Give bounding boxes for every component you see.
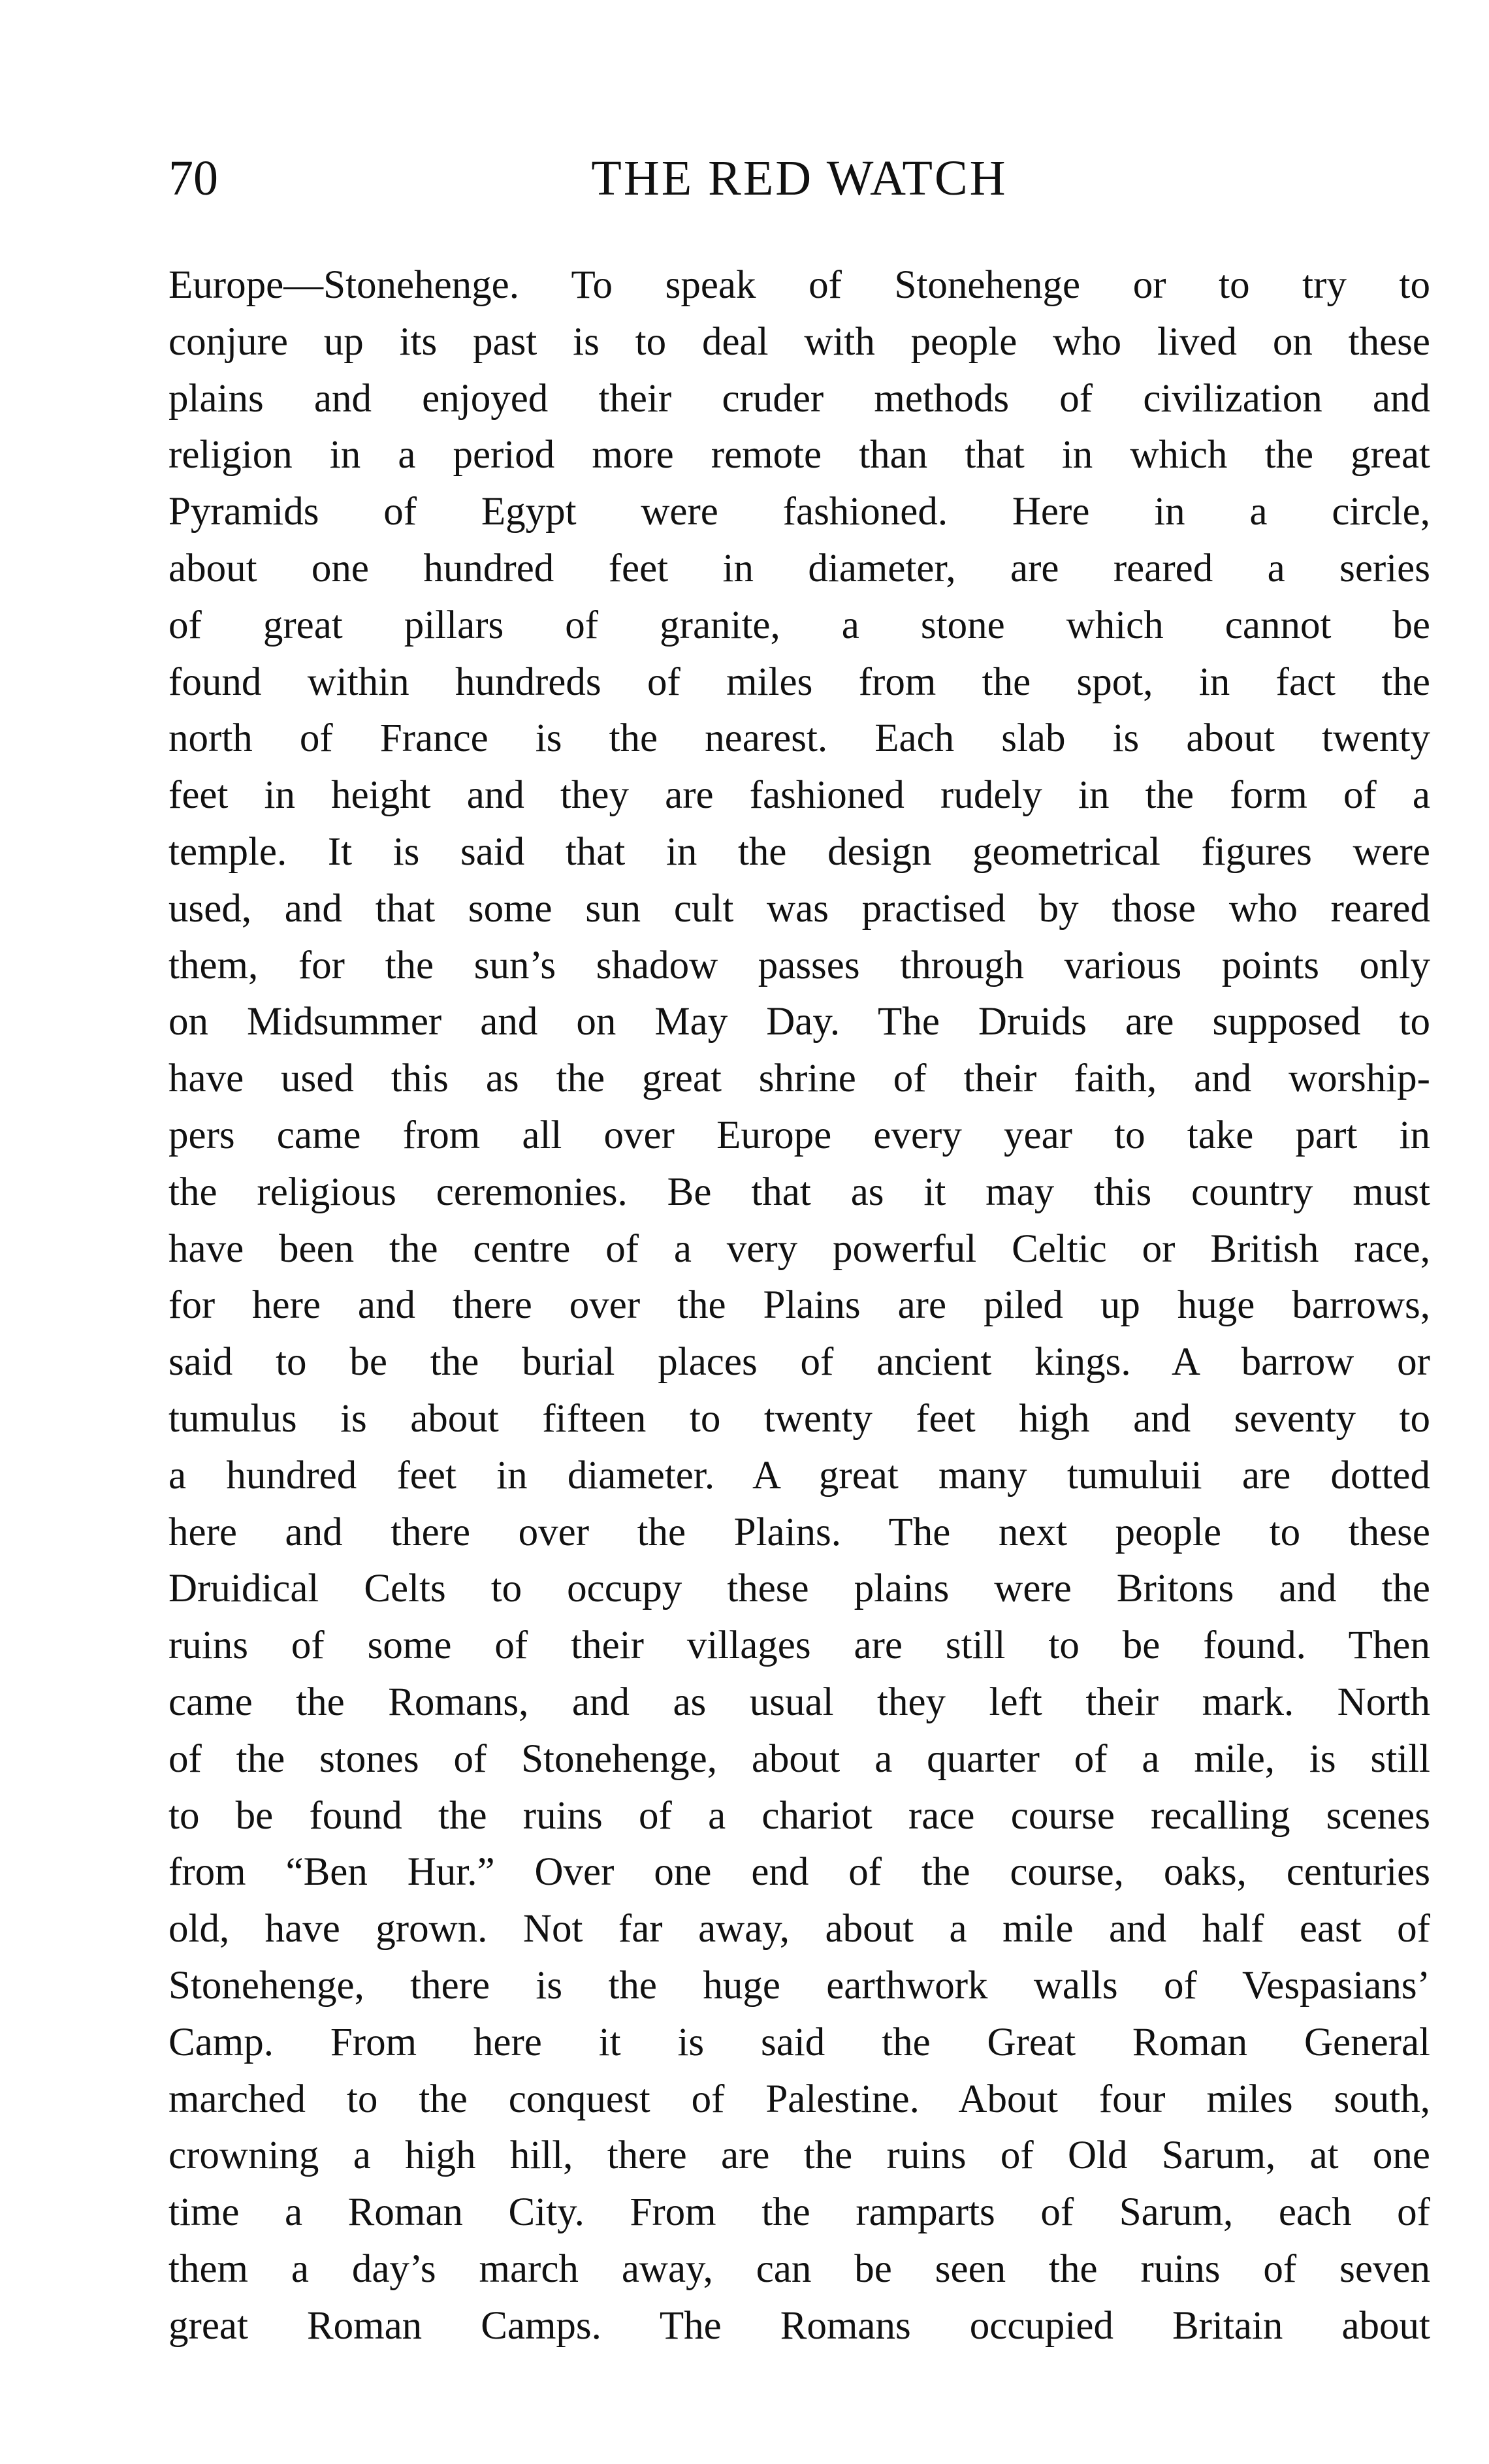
- text-line: the religious ceremonies. Be that as it may this country must: [168, 1170, 1430, 1214]
- text-line: came the Romans, and as usual they left their mark. North: [168, 1680, 1430, 1724]
- running-title: THE RED WATCH: [591, 151, 1008, 206]
- text-line: religion in a period more remote than that in which the great: [168, 433, 1430, 477]
- text-line: Druidical Celts to occupy these plains were Britons and the: [168, 1567, 1430, 1611]
- text-line: a hundred feet in diameter. A great many tumuluii are dotted: [168, 1453, 1430, 1497]
- text-line: Camp. From here it is said the Great Roman General: [168, 2020, 1430, 2064]
- text-line: crowning a high hill, there are the ruins of Old Sarum, at one: [168, 2134, 1430, 2178]
- text-line: found within hundreds of miles from the spot, in fact the: [168, 660, 1430, 704]
- text-line: for here and there over the Plains are piled up huge barrows,: [168, 1283, 1430, 1328]
- text-line: Europe—Stonehenge. To speak of Stonehenge or to try to: [168, 263, 1430, 307]
- text-line: said to be the burial places of ancient kings. A barrow or: [168, 1340, 1430, 1384]
- text-line: north of France is the nearest. Each slab is about twenty: [168, 716, 1430, 761]
- text-line: Stonehenge, there is the huge earthwork walls of Vespasians’: [168, 1963, 1430, 2008]
- text-line: of great pillars of granite, a stone which cannot be: [168, 603, 1430, 647]
- text-line: great Roman Camps. The Romans occupied Britain about: [168, 2303, 1430, 2348]
- text-line: ruins of some of their villages are still to be found. Then: [168, 1624, 1430, 1668]
- text-line: from “Ben Hur.” Over one end of the course, oaks, centuries: [168, 1850, 1430, 1895]
- text-line: them, for the sun’s shadow passes through various points only: [168, 943, 1430, 987]
- text-line: tumulus is about fifteen to twenty feet high and seventy to: [168, 1396, 1430, 1441]
- text-line: to be found the ruins of a chariot race course recalling scenes: [168, 1793, 1430, 1838]
- text-line: about one hundred feet in diameter, are reared a series: [168, 546, 1430, 590]
- text-line: time a Roman City. From the ramparts of Sarum, each of: [168, 2190, 1430, 2235]
- body-text: [168, 257, 1430, 2354]
- text-line: here and there over the Plains. The next people to these: [168, 1510, 1430, 1554]
- text-line: of the stones of Stonehenge, about a quarter of a mile, is still: [168, 1736, 1430, 1781]
- text-line: them a day’s march away, can be seen the ruins of seven: [168, 2247, 1430, 2291]
- text-line: temple. It is said that in the design geometrical figures were: [168, 829, 1430, 874]
- text-line: feet in height and they are fashioned rudely in the form of a: [168, 773, 1430, 818]
- page-number: 70: [168, 151, 218, 206]
- text-line: used, and that some sun cult was practised by those who reared: [168, 886, 1430, 931]
- text-line: marched to the conquest of Palestine. About four miles south,: [168, 2077, 1430, 2121]
- text-line: on Midsummer and on May Day. The Druids are supposed to: [168, 1000, 1430, 1044]
- text-line: old, have grown. Not far away, about a mile and half east of: [168, 1907, 1430, 1951]
- text-line: have been the centre of a very powerful Celtic or British race,: [168, 1226, 1430, 1271]
- text-line: conjure up its past is to deal with people who lived on these: [168, 319, 1430, 364]
- text-line: Pyramids of Egypt were fashioned. Here in a circle,: [168, 490, 1430, 534]
- text-line: plains and enjoyed their cruder methods of civilization and: [168, 376, 1430, 421]
- text-line: pers came from all over Europe every year to take part in: [168, 1113, 1430, 1157]
- page-header: [168, 149, 1430, 208]
- text-line: have used this as the great shrine of their faith, and worship-: [168, 1057, 1430, 1101]
